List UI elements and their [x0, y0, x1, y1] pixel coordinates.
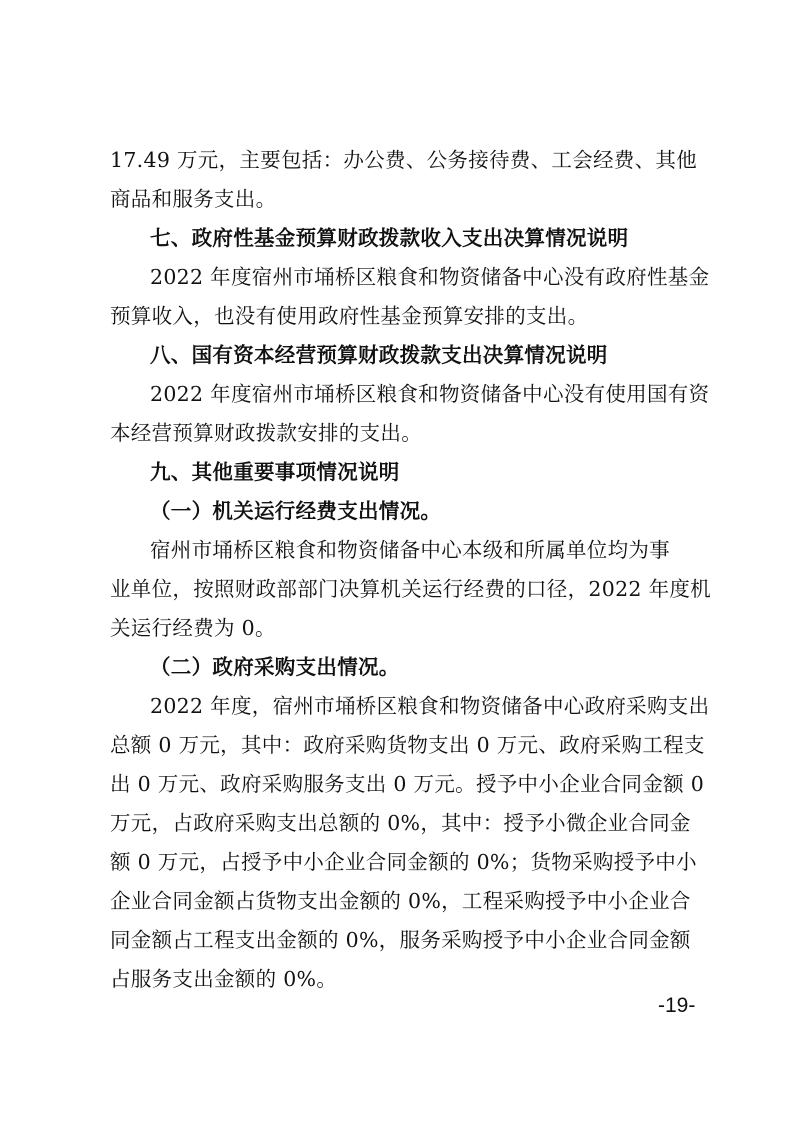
page-number: -19-	[658, 994, 696, 1017]
section-heading: 七、政府性基金预算财政拨款收入支出决算情况说明	[150, 226, 629, 250]
paragraph-line: 预算收入，也没有使用政府性基金预算安排的支出。	[110, 304, 589, 328]
paragraph-line: 本经营预算财政拨款安排的支出。	[110, 421, 422, 445]
paragraph-line: 企业合同金额占货物支出金额的 0%，工程采购授予中小企业合	[110, 889, 691, 913]
paragraph-line: 总额 0 万元，其中：政府采购货物支出 0 万元、政府采购工程支	[110, 733, 705, 757]
paragraph-line: 2022 年度，宿州市埇桥区粮食和物资储备中心政府采购支出	[150, 694, 710, 718]
subsection-heading: （一）机关运行经费支出情况。	[150, 499, 442, 523]
section-heading: 九、其他重要事项情况说明	[150, 460, 400, 484]
paragraph-line: 2022 年度宿州市埇桥区粮食和物资储备中心没有使用国有资	[150, 382, 710, 406]
paragraph-line: 出 0 万元、政府采购服务支出 0 万元。授予中小企业合同金额 0	[110, 772, 705, 796]
paragraph-line: 17.49 万元，主要包括：办公费、公务接待费、工会经费、其他	[110, 148, 698, 172]
paragraph-line: 业单位，按照财政部部门决算机关运行经费的口径，2022 年度机	[110, 577, 711, 601]
paragraph-line: 同金额占工程支出金额的 0%，服务采购授予中小企业合同金额	[110, 928, 691, 952]
subsection-heading: （二）政府采购支出情况。	[150, 655, 400, 679]
paragraph-line: 关运行经费为 0。	[110, 616, 276, 640]
paragraph-line: 占服务支出金额的 0%。	[110, 967, 338, 991]
paragraph-line: 万元，占政府采购支出总额的 0%，其中：授予小微企业合同金	[110, 811, 691, 835]
paragraph-line: 2022 年度宿州市埇桥区粮食和物资储备中心没有政府性基金	[150, 265, 710, 289]
section-heading: 八、国有资本经营预算财政拨款支出决算情况说明	[150, 343, 608, 367]
paragraph-line: 宿州市埇桥区粮食和物资储备中心本级和所属单位均为事	[150, 538, 670, 562]
paragraph-line: 商品和服务支出。	[110, 187, 277, 211]
paragraph-line: 额 0 万元，占授予中小企业合同金额的 0%；货物采购授予中小	[110, 850, 697, 874]
